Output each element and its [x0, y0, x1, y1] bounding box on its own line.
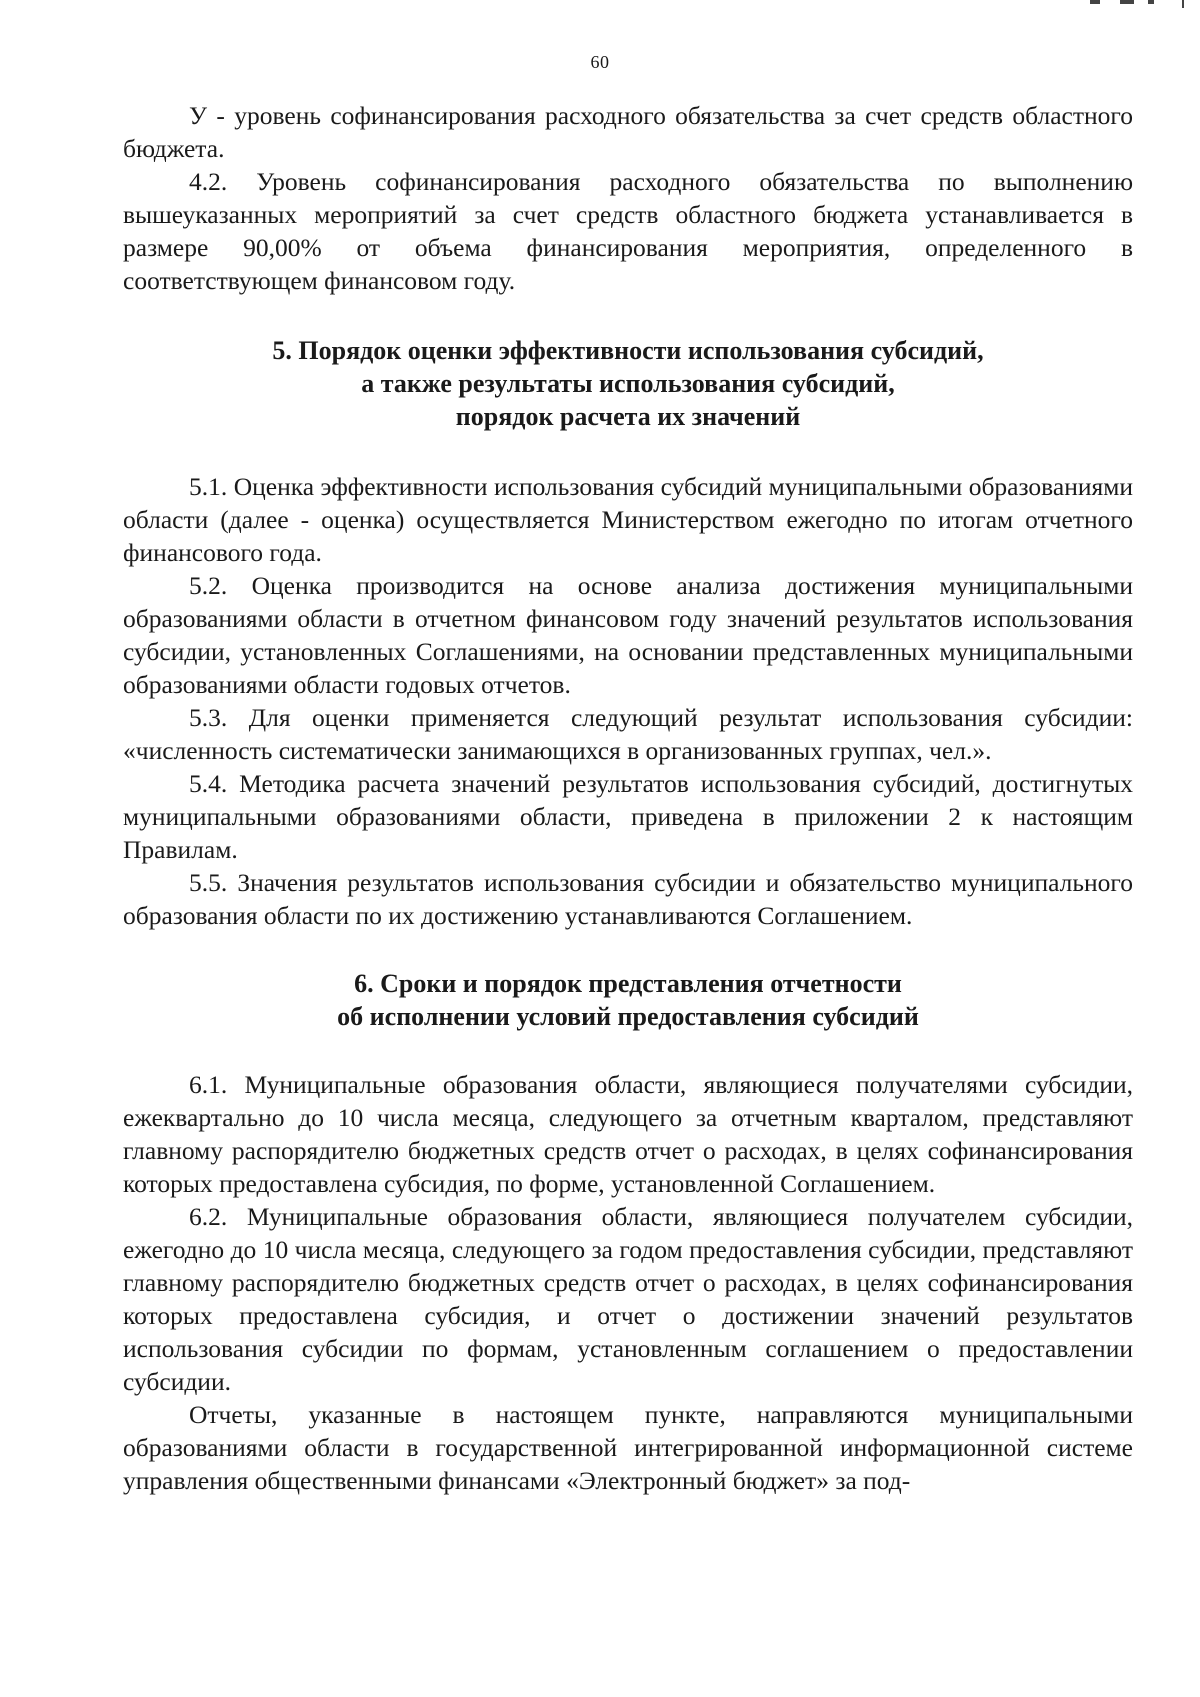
section-6-heading [123, 967, 1133, 1033]
paragraph-6-2: 6.2. Муниципальные образования области, являющиеся получателем субсидии, ежегодно до 10 числа месяца, следующего за годом предоставления субсидии, представляют главному распорядителю бюджетных средств отчет о расходах, в целях софинансирования которых предоставлена субсидия, и отчет о достижении значений результатов использования субсидии по формам, установленным соглашением о предоставлении субсидии. [123, 1202, 1133, 1396]
paragraph-5-2: 5.2. Оценка производится на основе анализа достижения муниципальными образованиями области в отчетном финансовом году значений результатов использования субсидии, установленных Соглашениями, на основании представленных муниципальными образованиями области годовых отчетов. [123, 571, 1133, 699]
paragraph-6-1: 6.1. Муниципальные образования области, являющиеся получателями субсидии, ежеквартально до 10 числа месяца, следующего за отчетным кварталом, представляют главному распорядителю бюджетных средств отчет о расходах, в целях софинансирования которых предоставлена субсидия, по форме, установленной Соглашением. [123, 1070, 1133, 1198]
paragraph-5-4: 5.4. Методика расчета значений результатов использования субсидий, достигнутых муниципальными образованиями области, приведена в приложении 2 к настоящим Правилам. [123, 769, 1133, 864]
paragraph-definition-y: У - уровень софинансирования расходного обязательства за счет средств областного бюджета. [123, 101, 1133, 163]
paragraph-reports: Отчеты, указанные в настоящем пункте, направляются муниципальными образованиями области в государственной интегрированной информационной системе управления общественными финансами «Электронный бюджет» за под- [123, 1400, 1133, 1495]
paragraph-5-5: 5.5. Значения результатов использования субсидии и обязательство муниципального образования области по их достижению устанавливаются Соглашением. [123, 868, 1133, 930]
section-5-heading-line-3: порядок расчета их значений [455, 402, 801, 431]
document-body [123, 99, 1133, 1497]
section-5-heading-line-1: 5. Порядок оценки эффективности использования субсидий, [272, 336, 984, 365]
section-5-heading [123, 334, 1133, 433]
paragraph-5-3: 5.3. Для оценки применяется следующий результат использования субсидии: «численность систематически занимающихся в организованных группах, чел.». [123, 703, 1133, 765]
paragraph-4-2: 4.2. Уровень софинансирования расходного обязательства по выполнению вышеуказанных мероприятий за счет средств областного бюджета устанавливается в размере 90,00% от объема финансирования мероприятия, определенного в соответствующем финансовом году. [123, 167, 1133, 295]
page-number: 60 [590, 52, 610, 72]
scan-artifact-marks [1070, 0, 1190, 8]
section-6-heading-line-2: об исполнении условий предоставления субсидий [337, 1002, 919, 1031]
section-5-heading-line-2: а также результаты использования субсидий, [361, 369, 895, 398]
section-6-heading-line-1: 6. Сроки и порядок представления отчетности [354, 969, 902, 998]
paragraph-5-1: 5.1. Оценка эффективности использования субсидий муниципальными образованиями области (далее - оценка) осуществляется Министерством ежегодно по итогам отчетного финансового года. [123, 472, 1133, 567]
